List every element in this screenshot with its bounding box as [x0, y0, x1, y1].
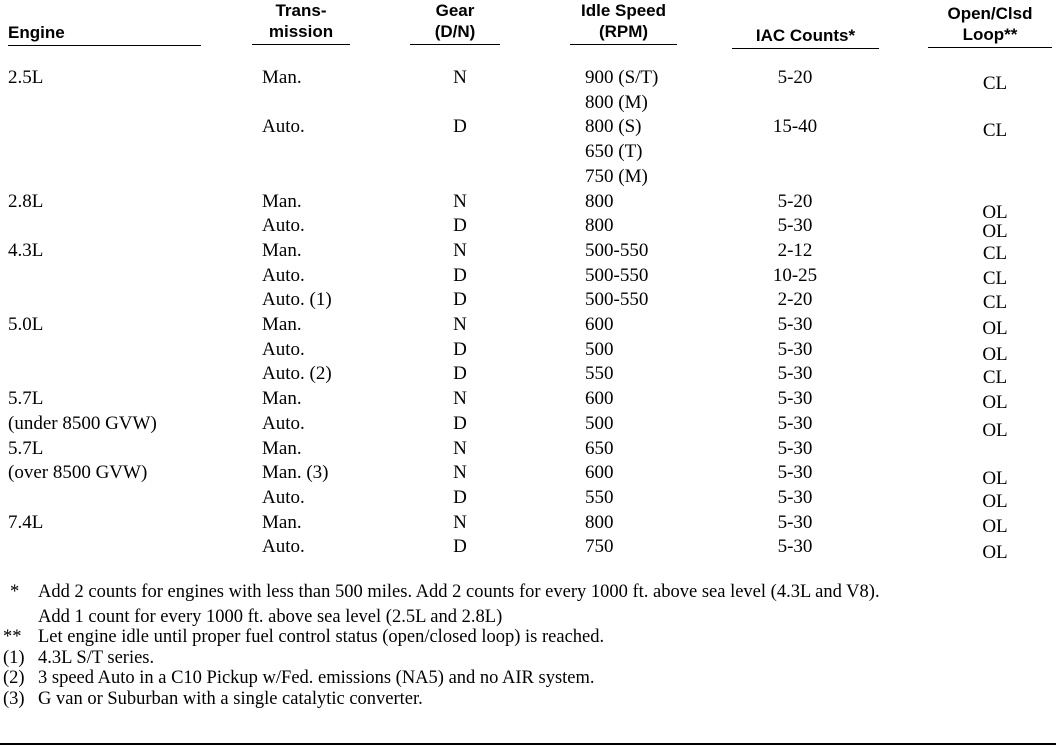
header-engine: Engine: [8, 22, 201, 43]
cell-transmission: Man.: [262, 239, 302, 261]
cell-iac-counts: 5-30: [777, 437, 813, 459]
cell-idle-speed: 500: [585, 412, 614, 434]
cell-transmission: Auto.: [262, 412, 305, 434]
cell-loop: OL: [982, 468, 1008, 490]
footnote: (3) G van or Suburban with a single catalytic converter.: [3, 688, 423, 709]
cell-iac-counts: 5-30: [777, 511, 813, 533]
cell-idle-speed: 750: [585, 536, 614, 558]
cell-idle-speed: 600: [585, 314, 614, 335]
cell-engine: 5.0L: [8, 314, 44, 335]
cell-iac-counts: 5-30: [777, 412, 813, 434]
cell-loop: OL: [982, 419, 1008, 441]
cell-gear: D: [453, 338, 467, 360]
cell-iac-counts: 15-40: [772, 116, 818, 138]
header-loop: Open/Clsd Loop**: [928, 3, 1052, 45]
cell-iac-counts: 2-12: [777, 239, 813, 261]
cell-idle-speed: 800: [585, 215, 614, 237]
cell-transmission: Man.: [262, 388, 302, 410]
header-transmission: Trans- mission: [252, 0, 350, 42]
cell-gear: N: [453, 314, 467, 335]
cell-idle-speed: 800: [585, 511, 614, 533]
cell-idle-speed: 750 (M): [585, 165, 648, 187]
cell-transmission: Man.: [262, 314, 302, 335]
cell-idle-speed: 500-550: [585, 264, 649, 286]
cell-gear: D: [453, 116, 467, 138]
cell-gear: N: [453, 511, 467, 533]
cell-transmission: Auto.: [262, 486, 305, 508]
cell-transmission: Auto.: [262, 264, 305, 286]
cell-gear: D: [453, 289, 467, 311]
footnote: (1) 4.3L S/T series.: [3, 647, 155, 668]
cell-idle-speed: 650 (T): [585, 141, 643, 163]
cell-loop: CL: [982, 73, 1008, 94]
cell-gear: D: [453, 486, 467, 508]
cell-loop: OL: [982, 392, 1008, 414]
cell-iac-counts: 5-30: [777, 363, 813, 385]
cell-gear: N: [453, 437, 467, 459]
cell-idle-speed: 600: [585, 388, 614, 410]
cell-iac-counts: 5-30: [777, 462, 813, 484]
cell-idle-speed: 650: [585, 437, 614, 459]
cell-loop: OL: [982, 515, 1008, 537]
cell-idle-speed: 550: [585, 363, 614, 385]
cell-loop: CL: [982, 367, 1008, 389]
header-gear: Gear (D/N): [410, 0, 500, 42]
cell-transmission: Auto. (1): [262, 289, 332, 311]
cell-loop: OL: [982, 221, 1008, 243]
cell-gear: D: [453, 215, 467, 237]
cell-gear: N: [453, 462, 467, 484]
cell-transmission: Man.: [262, 190, 302, 212]
cell-gear: N: [453, 239, 467, 261]
footnote: (2) 3 speed Auto in a C10 Pickup w/Fed. emissions (NA5) and no AIR system.: [3, 668, 595, 688]
footnote: ** Let engine idle until proper fuel control status (open/closed loop) is reached.: [3, 627, 605, 647]
cell-gear: N: [453, 190, 467, 212]
cell-idle-speed: 500: [585, 338, 614, 360]
cell-engine: 4.3L: [8, 239, 44, 261]
cell-idle-speed: 600: [585, 462, 614, 484]
cell-loop: OL: [982, 542, 1008, 564]
cell-iac-counts: 5-30: [777, 388, 813, 410]
header-idle-speed: Idle Speed (RPM): [570, 0, 677, 42]
cell-iac-counts: 10-25: [772, 264, 818, 286]
cell-gear: D: [453, 264, 467, 286]
cell-iac-counts: 5-20: [777, 67, 813, 88]
cell-loop: CL: [982, 292, 1008, 314]
cell-engine: 2.8L: [8, 190, 44, 212]
cell-idle-speed: 550: [585, 486, 614, 508]
cell-loop: OL: [982, 343, 1008, 365]
cell-engine: 5.7L: [8, 437, 44, 459]
cell-gear: N: [453, 67, 467, 88]
header-iac-counts: IAC Counts*: [732, 25, 879, 46]
cell-loop: OL: [982, 490, 1008, 512]
cell-gear: D: [453, 536, 467, 558]
cell-gear: D: [453, 363, 467, 385]
cell-transmission: Man.: [262, 67, 302, 88]
footnote: * Add 2 counts for engines with less than 500 miles. Add 2 counts for every 1000 ft. above sea level (4.3L and V8).: [10, 582, 880, 602]
cell-loop: CL: [982, 120, 1008, 142]
cell-idle-speed: 800: [585, 190, 614, 212]
cell-idle-speed: 800 (M): [585, 91, 648, 113]
cell-iac-counts: 5-30: [777, 536, 813, 558]
cell-loop: CL: [982, 242, 1008, 264]
cell-transmission: Auto.: [262, 536, 305, 558]
cell-idle-speed: 500-550: [585, 239, 649, 261]
cell-engine: 5.7L: [8, 388, 44, 410]
cell-engine: (under 8500 GVW): [8, 412, 157, 434]
cell-transmission: Man.: [262, 511, 302, 533]
cell-iac-counts: 5-30: [777, 486, 813, 508]
cell-loop: OL: [982, 201, 1008, 223]
cell-engine: (over 8500 GVW): [8, 462, 148, 484]
bottom-divider: [0, 743, 1056, 745]
cell-loop: CL: [982, 267, 1008, 289]
cell-engine: 7.4L: [8, 511, 44, 533]
cell-transmission: Man. (3): [262, 462, 329, 484]
cell-idle-speed: 500-550: [585, 289, 649, 311]
cell-iac-counts: 5-30: [777, 314, 813, 335]
cell-transmission: Auto.: [262, 338, 305, 360]
cell-gear: D: [453, 412, 467, 434]
cell-transmission: Auto.: [262, 215, 305, 237]
cell-idle-speed: 800 (S): [585, 116, 642, 138]
cell-loop: OL: [982, 318, 1008, 339]
cell-gear: N: [453, 388, 467, 410]
cell-transmission: Auto.: [262, 116, 305, 138]
cell-engine: 2.5L: [8, 67, 44, 88]
cell-transmission: Auto. (2): [262, 363, 332, 385]
footnote: Add 1 count for every 1000 ft. above sea level (2.5L and 2.8L): [38, 606, 503, 627]
cell-iac-counts: 5-30: [777, 215, 813, 237]
cell-transmission: Man.: [262, 437, 302, 459]
cell-iac-counts: 5-30: [777, 338, 813, 360]
cell-idle-speed: 900 (S/T): [585, 67, 659, 88]
cell-iac-counts: 5-20: [777, 190, 813, 212]
cell-iac-counts: 2-20: [777, 289, 813, 311]
footnotes: [0, 582, 1056, 709]
